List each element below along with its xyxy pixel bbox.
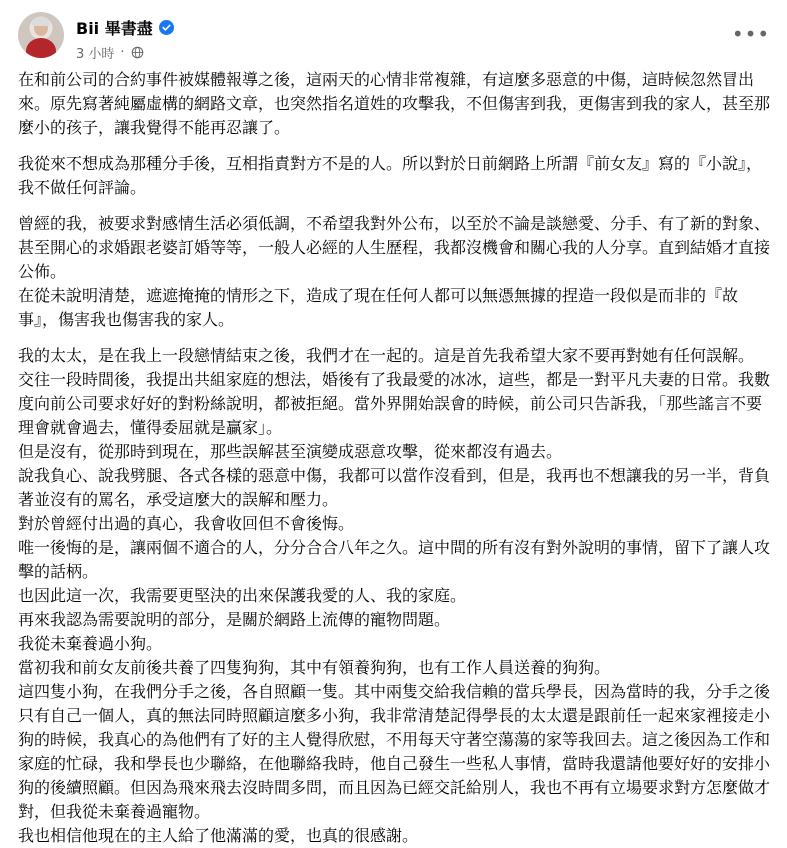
- paragraph: 說我負心、說我劈腿、各式各樣的惡意中傷，我都可以當作沒看到，但是，我再也不想讓我的另一半，背負著並沒有的罵名，承受這麼大的誤解和壓力。: [18, 466, 771, 509]
- paragraph: 在從未說明清楚，遮遮掩掩的情形之下，造成了現在任何人都可以無憑無據的捏造一段似是而非的『故事』，傷害我也傷害我的家人。: [18, 286, 739, 329]
- paragraph: 我的太太，是在我上一段戀情結束之後，我們才在一起的。這是首先我希望大家不要再對她有任何誤解。: [18, 346, 755, 365]
- author-avatar[interactable]: [18, 12, 64, 58]
- verified-badge-icon: [159, 20, 174, 35]
- paragraph: 曾經的我，被要求對感情生活必須低調，不希望我對外公布，以至於不論是談戀愛、分手、有了新的對象、甚至開心的求婚跟老婆訂婚等等，一般人必經的人生歷程，我都沒機會和關心我的人分享。直到結婚才直接公佈。: [18, 214, 771, 281]
- paragraph: 交往一段時間後，我提出共組家庭的想法，婚後有了我最愛的冰冰，這些，都是一對平凡夫妻的日常。我數度向前公司要求好好的對粉絲說明，都被拒絕。當外界開始誤會的時候，前公司只告訴我，「那些謠言不要理會就會過去，懂得委屈就是贏家」。: [18, 370, 771, 437]
- author-name[interactable]: Bii 畢書盡: [76, 19, 153, 38]
- paragraph: 當初我和前女友前後共養了四隻狗狗，其中有領養狗狗，也有工作人員送養的狗狗。: [18, 658, 611, 677]
- post-body: [18, 68, 770, 848]
- paragraph: 我從來不想成為那種分手後，互相指責對方不是的人。所以對於日前網路上所謂『前女友』寫的『小說』，我不做任何評論。: [18, 154, 763, 197]
- post-meta: [76, 12, 174, 62]
- post-timestamp[interactable]: 3 小時: [76, 47, 115, 62]
- paragraph: 也因此這一次，我需要更堅決的出來保護我愛的人、我的家庭。: [18, 586, 467, 605]
- paragraph: 在和前公司的合約事件被媒體報導之後，這兩天的心情非常複雜，有這麼多惡意的中傷，這時候忽然冒出來。原先寫著純屬虛構的網路文章，也突然指名道姓的攻擊我，不但傷害到我，更傷害到我的家人，甚至那麼小的孩子，讓我覺得不能再忍讓了。: [18, 70, 771, 137]
- paragraph: 唯一後悔的是，讓兩個不適合的人，分分合合八年之久。這中間的所有沒有對外說明的事情，留下了讓人攻擊的話柄。: [18, 538, 771, 581]
- paragraph: 我也相信他現在的主人給了他滿滿的愛，也真的很感謝。: [18, 826, 419, 845]
- meta-separator: ·: [120, 45, 125, 60]
- paragraph: 對於曾經付出過的真心，我會收回但不會後悔。: [18, 514, 355, 533]
- more-options-icon[interactable]: •••: [731, 22, 771, 46]
- paragraph: 這四隻小狗，在我們分手之後，各自照顧一隻。其中兩隻交給我信賴的當兵學長，因為當時的我，分手之後只有自己一個人，真的無法同時照顧這麼多小狗，我非常清楚記得學長的太太還是跟前任一起來家裡接走小狗的時候，我真心的為他們有了好的主人覺得欣慰，不用每天守著空蕩蕩的家等我回去。這之後因為工作和家庭的忙碌，我和學長也少聯絡，在他聯絡我時，他自己發生一些私人事情，當時我還請他要好好的安排小狗的後續照顧。但因為飛來飛去沒時間多問，而且因為已經交託給別人，我也不再有立場要求對方怎麼做才對，但我從未棄養過寵物。: [18, 682, 771, 821]
- paragraph: 我從未棄養過小狗。: [18, 634, 163, 653]
- paragraph: 再來我認為需要說明的部分，是關於網路上流傳的寵物問題。: [18, 610, 451, 629]
- post-header: [18, 12, 769, 68]
- globe-icon[interactable]: [131, 46, 144, 59]
- paragraph: 但是沒有，從那時到現在，那些誤解甚至演變成惡意攻擊，從來都沒有過去。: [18, 442, 563, 461]
